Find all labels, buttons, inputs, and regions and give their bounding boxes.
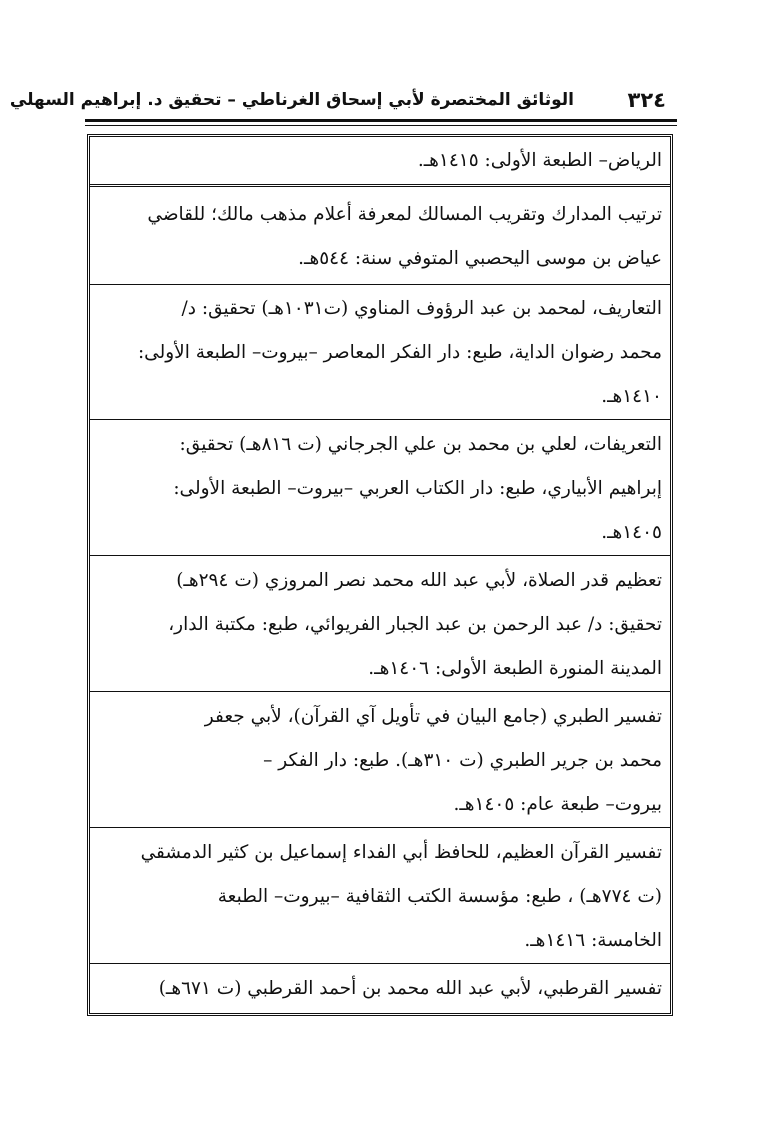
entry-line: تعظيم قدر الصلاة، لأبي عبد الله محمد نصر المروزي (ت ٢٩٤هـ) bbox=[176, 570, 662, 591]
entry-line: (ت ٧٧٤هـ) ، طبع: مؤسسة الكتب الثقافية –بيروت– الطبعة bbox=[217, 886, 662, 907]
bibliography-entry-5 bbox=[90, 559, 670, 691]
entry-separator bbox=[90, 419, 670, 420]
bibliography-entry-2 bbox=[90, 193, 670, 281]
entry-line: ترتيب المدارك وتقريب المسالك لمعرفة أعلام مذهب مالك؛ للقاضي bbox=[147, 204, 662, 225]
entry-line: تفسير القرآن العظيم، للحافظ أبي الفداء إسماعيل بن كثير الدمشقي bbox=[140, 842, 662, 863]
bibliography-entry-1 bbox=[90, 139, 670, 183]
entry-separator bbox=[90, 963, 670, 964]
entry-line: محمد رضوان الداية، طبع: دار الفكر المعاصر –بيروت– الطبعة الأولى: bbox=[137, 342, 662, 363]
header-rule-thin bbox=[85, 125, 677, 126]
entry-separator bbox=[90, 284, 670, 285]
entry-line: بيروت– طبعة عام: ١٤٠٥هـ. bbox=[453, 794, 662, 815]
entry-separator bbox=[90, 555, 670, 556]
running-title: الوثائق المختصرة لأبي إسحاق الغرناطي – تحقيق د. إبراهيم السهلي bbox=[9, 90, 574, 110]
entry-line: عياض بن موسى اليحصبي المتوفي سنة: ٥٤٤هـ. bbox=[298, 248, 662, 269]
entry-line: المدينة المنورة الطبعة الأولى: ١٤٠٦هـ. bbox=[368, 658, 662, 679]
entry-separator bbox=[90, 184, 670, 187]
entry-line: التعريفات، لعلي بن محمد بن علي الجرجاني (ت ٨١٦هـ) تحقيق: bbox=[179, 434, 662, 455]
entry-line: تفسير القرطبي، لأبي عبد الله محمد بن أحمد القرطبي (ت ٦٧١هـ) bbox=[158, 978, 662, 999]
entry-line: تفسير الطبري (جامع البيان في تأويل آي القرآن)، لأبي جعفر bbox=[204, 706, 662, 727]
bibliography-entry-7 bbox=[90, 831, 670, 963]
bibliography-frame bbox=[87, 134, 673, 1016]
bibliography-entry-8 bbox=[90, 967, 670, 1011]
entry-line: التعاريف، لمحمد بن عبد الرؤوف المناوي (ت١٠٣١هـ) تحقيق: د/ bbox=[181, 298, 662, 319]
entry-line: محمد بن جرير الطبري (ت ٣١٠هـ). طبع: دار الفكر – bbox=[263, 750, 662, 771]
entry-line: تحقيق: د/ عبد الرحمن بن عبد الجبار الفريوائي، طبع: مكتبة الدار، bbox=[168, 614, 662, 635]
entry-line: ١٤٠٥هـ. bbox=[601, 522, 662, 543]
entry-separator bbox=[90, 827, 670, 828]
page-number: ٣٢٤ bbox=[627, 88, 666, 112]
entry-line: الرياض– الطبعة الأولى: ١٤١٥هـ. bbox=[417, 150, 662, 171]
bibliography-entry-3 bbox=[90, 287, 670, 419]
entry-line: إبراهيم الأبياري، طبع: دار الكتاب العربي –بيروت– الطبعة الأولى: bbox=[173, 478, 662, 499]
bibliography-entry-6 bbox=[90, 695, 670, 827]
running-header bbox=[9, 86, 674, 116]
entry-line: الخامسة: ١٤١٦هـ. bbox=[524, 930, 662, 951]
entry-line: ١٤١٠هـ. bbox=[601, 386, 662, 407]
bibliography-entry-4 bbox=[90, 423, 670, 555]
header-rule-thick bbox=[85, 119, 677, 122]
entry-separator bbox=[90, 691, 670, 692]
